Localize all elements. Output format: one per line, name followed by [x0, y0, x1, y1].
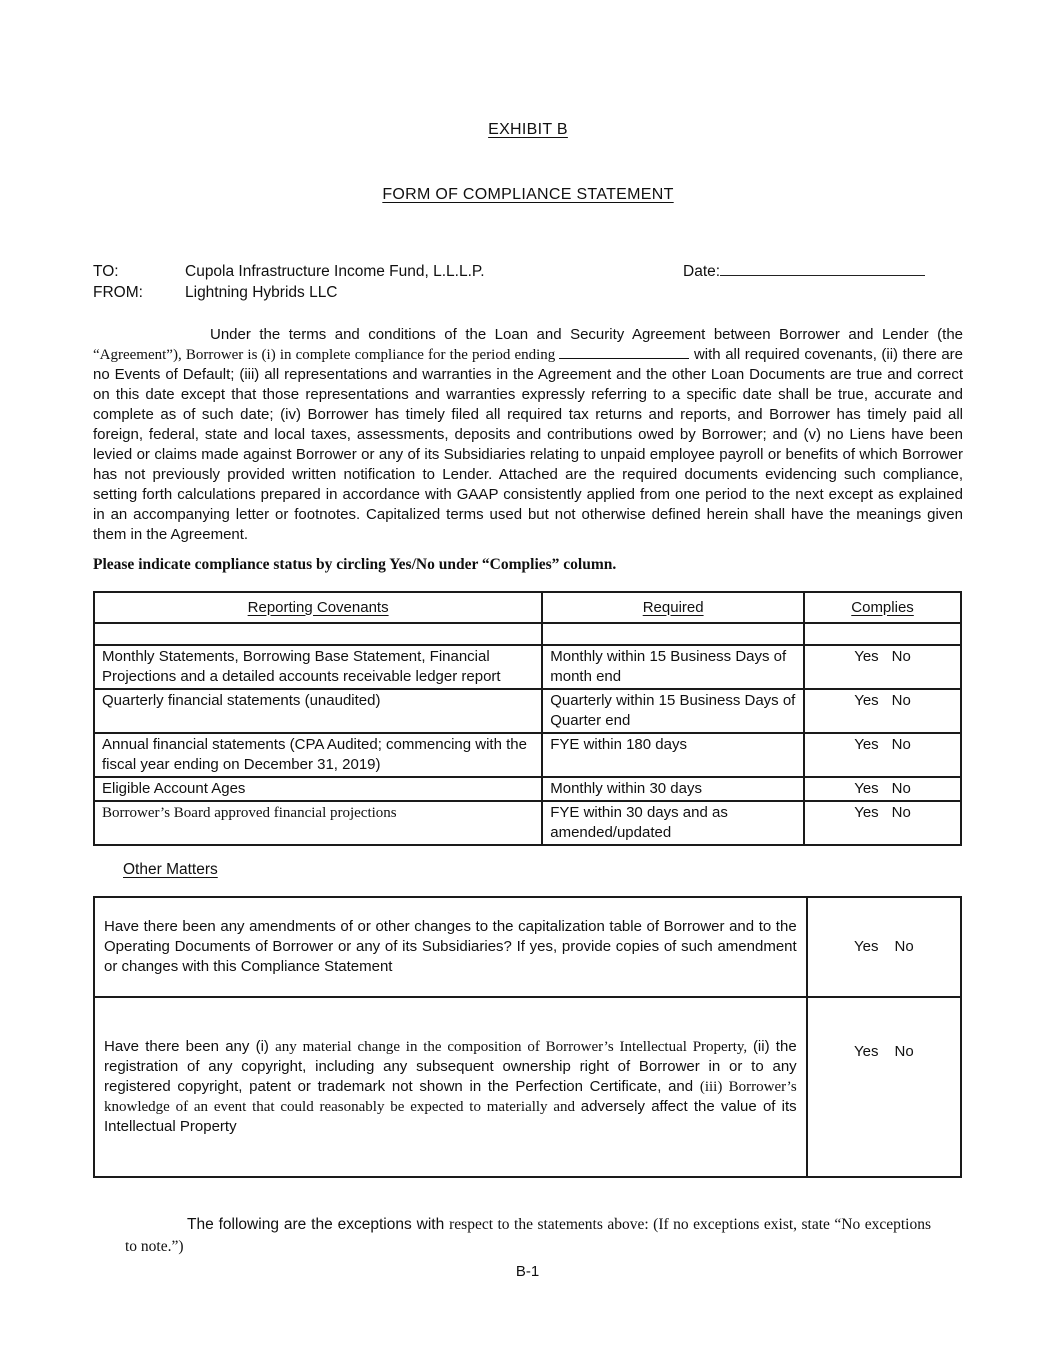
table-row [94, 997, 961, 1177]
from-label: FROM: [93, 284, 143, 301]
text-segment: any material change in the composition of Borrower’s Intellectual Property, [275, 1039, 753, 1055]
spacer-row [94, 623, 961, 645]
no-option[interactable]: No [891, 780, 911, 797]
yes-option[interactable]: Yes [854, 1043, 879, 1060]
other-matters-heading [123, 861, 963, 879]
question-cell [94, 997, 807, 1177]
covenants-table [93, 591, 962, 846]
text-segment: respect to the statements above: (If no exceptions exist, state “No exceptions to note.”) [125, 1216, 931, 1255]
covenants-header-row [94, 592, 961, 623]
required-cell: FYE within 30 days and as amended/updated [542, 801, 804, 845]
date-field [683, 261, 925, 282]
question-cell: Have there been any amendments of or other changes to the capitalization table of Borrower and to the Operating Documents of Borrower or any of its Subsidiaries? If yes, provide copies of such amendment or changes with this Compliance Statement [94, 897, 807, 997]
text-segment: Have there been any (i) [104, 1038, 276, 1055]
text-segment: (ii) the registration of any copyright, including any subsequent ownership right of Borrower in or to any registered copyright, patent or trademark not shown in the Perfection Certificate, and [104, 1038, 797, 1095]
complies-cell [804, 777, 961, 801]
text-segment: with all required covenants, (ii) there are no Events of Default; (iii) all representations and warranties in the Agreement and the other Loan Documents are true and correct on this date except that those representations and warranties expressly referring to a specific date shall be true, accurate and complete as of such date; (iv) Borrower has timely filed all required tax returns and reports, and Borrower has timely paid all foreign, federal, state and local taxes, assessments, deposits and contributions owed by Borrower; and (v) no Liens have been levied or claims made against Borrower or any of its Subsidiaries relating to unpaid employee payroll or benefits of which Borrower has not previously provided written notification to Lender. Attached are the required documents evidencing such compliance, setting forth calculations prepared in accordance with GAAP consistently applied from one period to the next except as explained in an accompanying letter or footnotes. Capitalized terms used but not otherwise defined herein shall have the meanings given them in the Agreement. [93, 346, 964, 543]
text-segment: “Agreement”), Borrower is (i) in complete compliance for the period ending [93, 347, 560, 363]
no-option[interactable]: No [891, 692, 911, 709]
table-row [94, 645, 961, 689]
from-value: Lightning Hybrids LLC [185, 284, 338, 301]
page-number: B-1 [515, 1263, 540, 1280]
to-value: Cupola Infrastructure Income Fund, L.L.L.P. [185, 263, 485, 280]
header-reporting-covenants-text: Reporting Covenants [247, 598, 389, 616]
other-matters-table [93, 896, 962, 1178]
complies-cell [804, 733, 961, 777]
required-cell: FYE within 180 days [542, 733, 804, 777]
header-required-text: Required [642, 598, 704, 616]
required-cell: Monthly within 15 Business Days of month end [542, 645, 804, 689]
exhibit-title [93, 121, 963, 139]
yes-option[interactable]: Yes [854, 938, 879, 955]
compliance-paragraph [93, 325, 963, 545]
table-row [94, 733, 961, 777]
table-row [94, 689, 961, 733]
yes-option[interactable]: Yes [854, 780, 879, 797]
date-label: Date: [683, 263, 721, 280]
complies-cell [807, 897, 961, 997]
covenant-cell: Annual financial statements (CPA Audited; commencing with the fiscal year ending on December 31, 2019) [94, 733, 542, 777]
spacer-cell [94, 623, 542, 645]
no-option[interactable]: No [891, 736, 911, 753]
date-blank-line[interactable] [720, 261, 925, 276]
table-row [94, 801, 961, 845]
no-option[interactable]: No [891, 648, 911, 665]
yes-option[interactable]: Yes [854, 736, 879, 753]
to-row [93, 261, 963, 282]
to-label: TO: [93, 263, 119, 280]
spacer-cell [804, 623, 961, 645]
complies-cell [804, 689, 961, 733]
header-reporting-covenants [94, 592, 542, 623]
header-required [542, 592, 804, 623]
exhibit-title-text: EXHIBIT B [488, 121, 568, 138]
form-title-text: FORM OF COMPLIANCE STATEMENT [382, 186, 674, 203]
no-option[interactable]: No [891, 804, 911, 821]
yes-option[interactable]: Yes [854, 804, 879, 821]
covenant-cell: Monthly Statements, Borrowing Base Statement, Financial Projections and a detailed accounts receivable ledger report [94, 645, 542, 689]
no-option[interactable]: No [894, 1043, 914, 1060]
required-cell: Quarterly within 15 Business Days of Quarter end [542, 689, 804, 733]
covenant-cell: Borrower’s Board approved financial projections [94, 801, 542, 845]
yes-option[interactable]: Yes [854, 692, 879, 709]
form-title [93, 186, 963, 204]
text-segment: Under the terms and conditions of the Loan and Security Agreement between Borrower and Lender (the [210, 326, 963, 343]
complies-cell [804, 645, 961, 689]
other-matters-heading-text: Other Matters [123, 861, 218, 878]
table-row [94, 777, 961, 801]
text-segment: The following are the exceptions with [187, 1216, 450, 1233]
text-segment: adversely affect the value of its Intellectual Property [104, 1098, 797, 1135]
required-cell: Monthly within 30 days [542, 777, 804, 801]
text-segment: (iii) Borrower’s knowledge of an event that could reasonably be expected to materially and [104, 1079, 797, 1115]
exceptions-paragraph [125, 1214, 931, 1258]
complies-cell [807, 997, 961, 1177]
header-complies-text: Complies [851, 598, 914, 616]
address-block [93, 261, 963, 303]
header-complies [804, 592, 961, 623]
no-option[interactable]: No [894, 938, 914, 955]
covenant-cell: Quarterly financial statements (unaudited) [94, 689, 542, 733]
period-ending-blank[interactable] [559, 345, 689, 359]
instruction-line: Please indicate compliance status by circling Yes/No under “Complies” column. [93, 556, 617, 573]
covenant-cell: Eligible Account Ages [94, 777, 542, 801]
table-row [94, 897, 961, 997]
spacer-cell [542, 623, 804, 645]
yes-option[interactable]: Yes [854, 648, 879, 665]
complies-cell [804, 801, 961, 845]
from-row [93, 282, 963, 303]
